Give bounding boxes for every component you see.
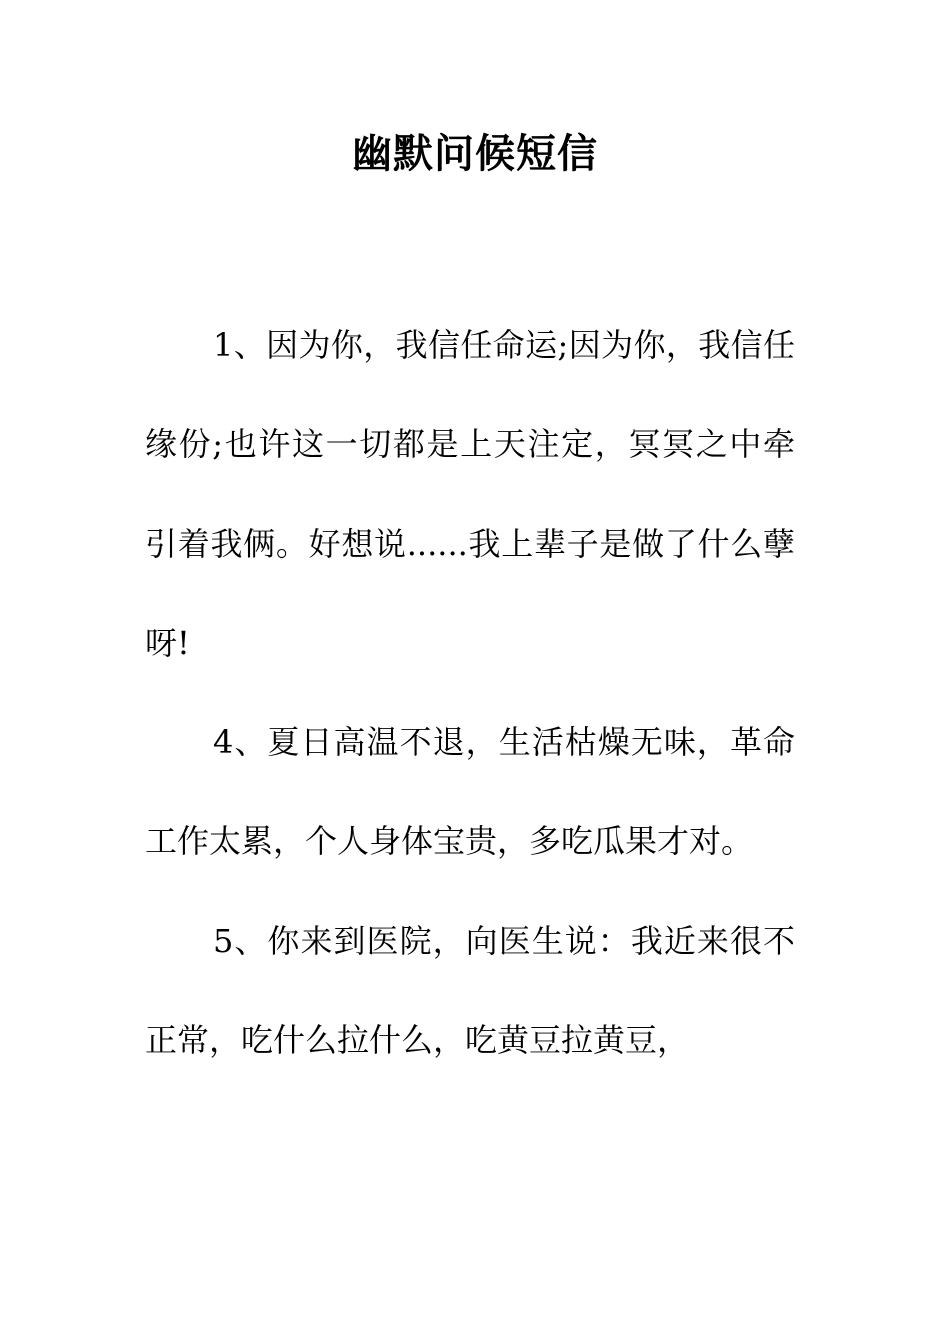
paragraph-5: 5、你来到医院，向医生说：我近来很不正常，吃什么拉什么，吃黄豆拉黄豆， [145, 921, 795, 1060]
paragraph-4: 4、夏日高温不退，生活枯燥无味，革命工作太累，个人身体宝贵，多吃瓜果才对。 [145, 723, 795, 861]
document-title: 幽默问候短信 [352, 131, 598, 177]
paragraph-1: 1、因为你，我信任命运;因为你，我信任缘份;也许这一切都是上天注定，冥冥之中牵引着我俩。好想说......我上辈子是做了什么孽呀! [145, 326, 795, 662]
document-body [145, 296, 795, 1090]
